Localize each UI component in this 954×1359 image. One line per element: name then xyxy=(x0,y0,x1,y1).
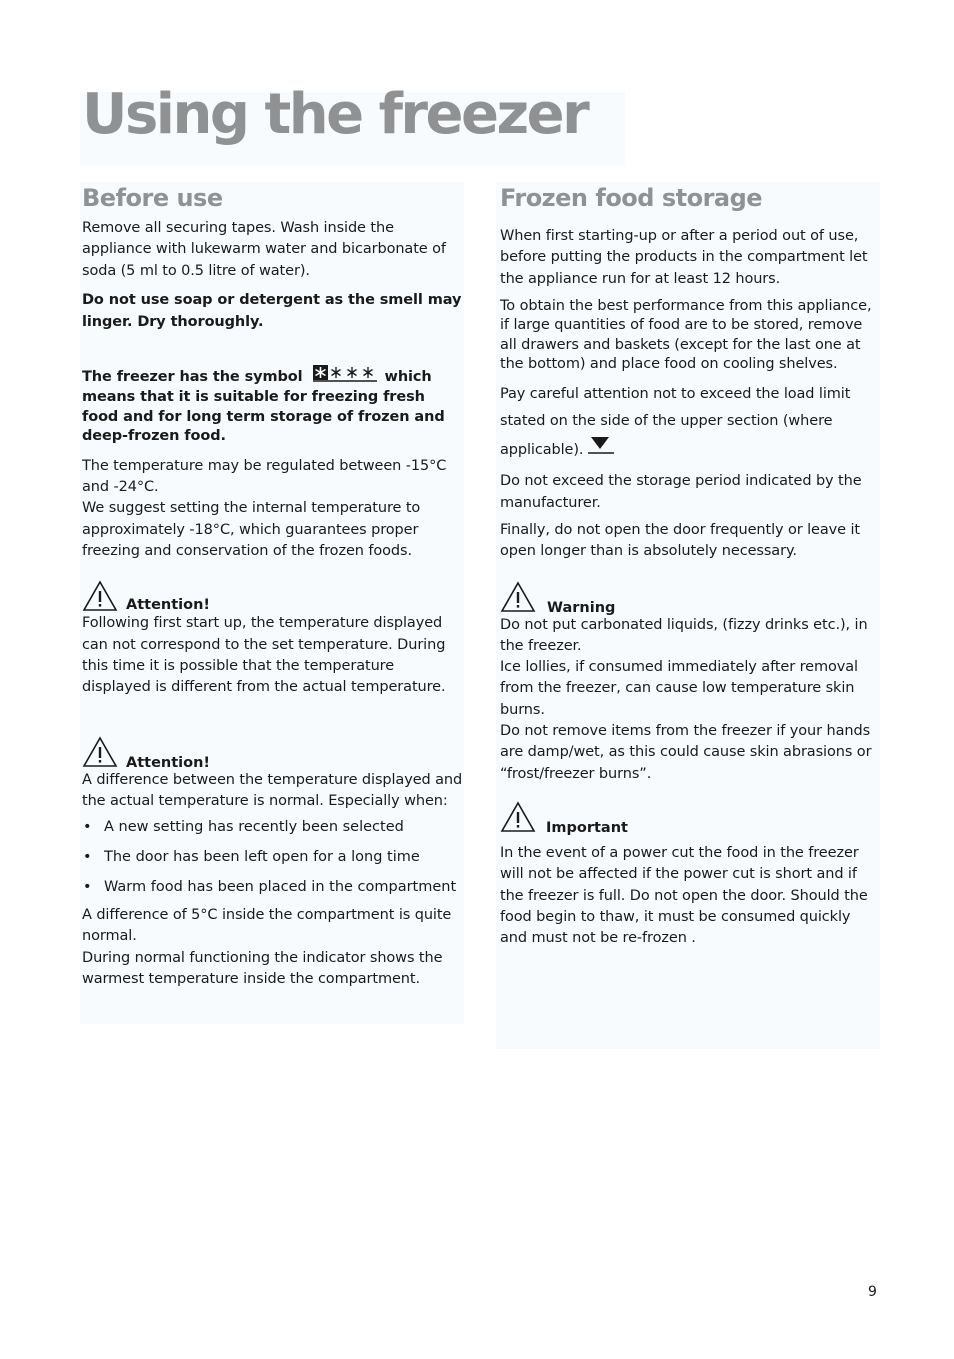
warning-ice-lollies-text: Ice lollies, if consumed immediately after removal from the freezer, can cause low temperature skin burns. xyxy=(500,659,858,718)
attention-1-header xyxy=(82,580,464,612)
list-item: • A new setting has recently been selected xyxy=(83,819,404,836)
page-number: 9 xyxy=(868,1284,877,1300)
freezer-symbol-paragraph xyxy=(82,365,464,447)
frozen-food-storage-column xyxy=(496,182,880,1049)
load-limit-icon xyxy=(587,436,615,467)
important-header xyxy=(500,801,880,836)
attention-1-text: Following first start up, the temperature displayed can not correspond to the set temperature. During this time it is possible that the temperature displayed is different from the actual temperature. xyxy=(82,615,446,696)
frozen-food-storage-heading: Frozen food storage xyxy=(500,184,763,212)
load-limit-line-2: stated on the side of the upper section (where xyxy=(500,413,833,430)
freezer-symbol-text-after: which xyxy=(384,368,432,385)
warning-triangle-icon xyxy=(500,801,536,833)
difference-paragraph xyxy=(82,905,464,990)
warning-triangle-icon xyxy=(82,580,118,612)
attention-2-text: A difference between the temperature displayed and the actual temperature is normal. Especially when: xyxy=(82,771,463,809)
temperature-paragraph xyxy=(82,456,464,562)
attention-2-header xyxy=(82,736,464,771)
load-limit-paragraph xyxy=(500,381,880,467)
warning-label: Warning xyxy=(547,599,616,616)
storage-paragraph-1: When first starting-up or after a period out of use, before putting the products in the compartment let the appliance run for at least 12 hours. xyxy=(500,228,868,287)
freezer-symbol-text-before: The freezer has the symbol xyxy=(82,368,303,385)
four-star-freezer-icon xyxy=(313,365,377,389)
load-limit-line-3-text: applicable). xyxy=(500,441,584,458)
freezer-symbol-text-rest: means that it is suitable for freezing fresh food and for long term storage of frozen and deep-frozen food. xyxy=(82,389,445,445)
load-limit-line-3 xyxy=(500,436,880,467)
attention-2-label: Attention! xyxy=(126,754,211,771)
important-label: Important xyxy=(546,819,628,836)
load-limit-line-1: Pay careful attention not to exceed the load limit xyxy=(500,385,851,402)
temperature-range-text: The temperature may be regulated between -15°C and -24°C. xyxy=(82,457,447,496)
warning-header xyxy=(500,581,880,616)
list-item: • The door has been left open for a long time xyxy=(83,849,420,866)
indicator-text: During normal functioning the indicator shows the warmest temperature inside the compartment. xyxy=(82,949,443,987)
important-text: In the event of a power cut the food in the freezer will not be affected if the power cut is short and if the freezer is full. Do not open the door. Should the food begin to thaw, it must be consumed quickly and must not be re-frozen . xyxy=(500,844,868,947)
before-use-heading: Before use xyxy=(82,184,223,212)
attention-1-label: Attention! xyxy=(126,597,211,614)
storage-period-paragraph: Do not exceed the storage period indicated by the manufacturer. xyxy=(500,473,862,511)
before-use-paragraph-2: Do not use soap or detergent as the smell may linger. Dry thoroughly. xyxy=(82,291,462,330)
conditions-list xyxy=(82,817,464,898)
warning-triangle-icon xyxy=(82,736,118,768)
before-use-column xyxy=(80,182,464,1024)
difference-text: A difference of 5°C inside the compartment is quite normal. xyxy=(82,907,452,945)
temperature-suggest-text: We suggest setting the internal temperature to approximately -18°C, which guarantees proper freezing and conservation of the frozen foods. xyxy=(82,500,421,560)
warning-carbonated-text: Do not put carbonated liquids, (fizzy drinks etc.), in the freezer. xyxy=(500,616,868,654)
list-item: • Warm food has been placed in the compartment xyxy=(83,879,457,896)
door-paragraph: Finally, do not open the door frequently or leave it open longer than is absolutely necessary. xyxy=(500,521,860,560)
storage-paragraph-2: To obtain the best performance from this appliance, if large quantities of food are to be stored, remove all drawers and baskets (except for the last one at the bottom) and place food on cooling shelves. xyxy=(500,297,872,373)
before-use-paragraph-1: Remove all securing tapes. Wash inside the appliance with lukewarm water and bicarbonate of soda (5 ml to 0.5 litre of water). xyxy=(82,220,446,279)
warning-paragraph xyxy=(500,615,880,785)
warning-damp-hands-text: Do not remove items from the freezer if your hands are damp/wet, as this could cause skin abrasions or “frost/freezer burns”. xyxy=(500,723,872,782)
warning-triangle-icon xyxy=(500,581,536,613)
page-title: Using the freezer xyxy=(82,82,588,147)
